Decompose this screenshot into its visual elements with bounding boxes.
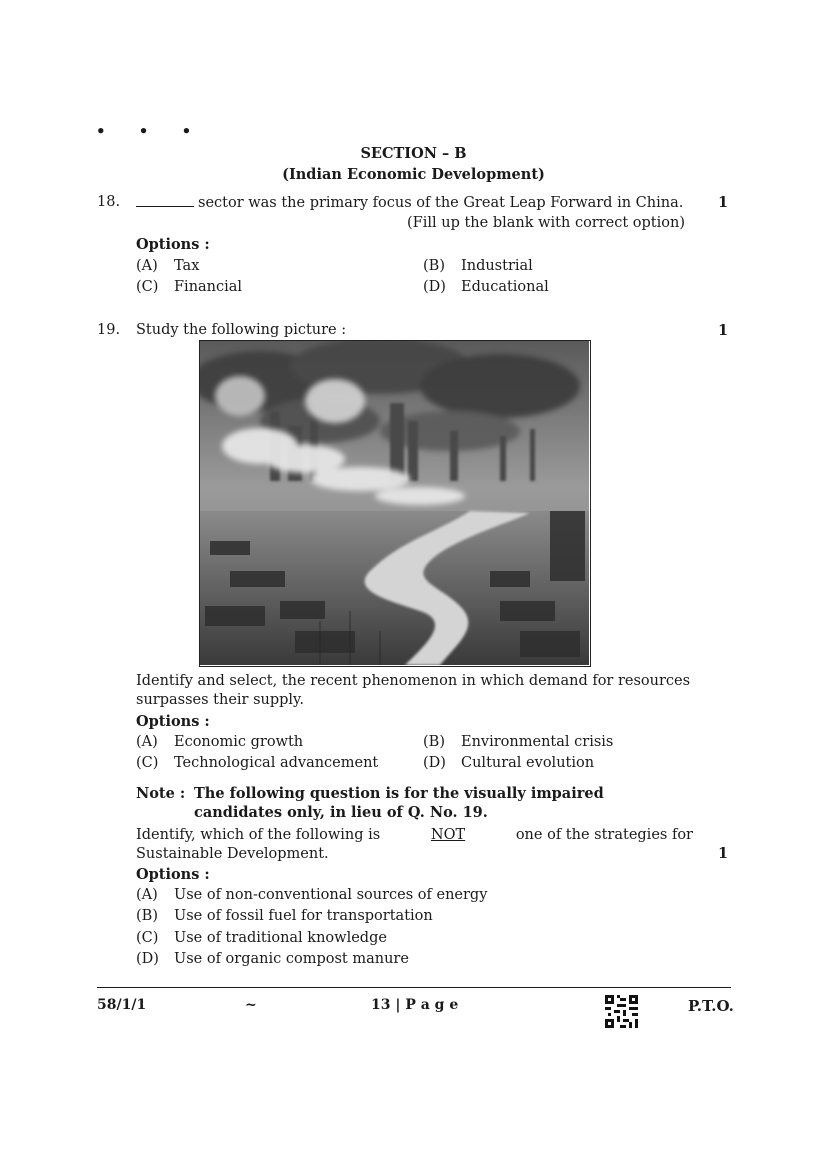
note-line-1: The following question is for the visually impaired xyxy=(194,785,604,802)
page-dots: • • • xyxy=(96,122,206,140)
question-19-prompt: Study the following picture : xyxy=(136,322,347,338)
q19-option-a xyxy=(136,734,304,750)
option-label: (C) xyxy=(136,279,159,295)
option-text: Use of non-conventional sources of energy xyxy=(174,887,488,903)
note-line-2: candidates only, in lieu of Q. No. 19. xyxy=(194,804,488,821)
footer-divider xyxy=(97,987,731,988)
option-text: Use of traditional knowledge xyxy=(174,930,387,946)
question-18-options-heading: Options : xyxy=(136,236,210,253)
question-18-marks: 1 xyxy=(718,194,729,211)
note-question-marks: 1 xyxy=(718,845,729,862)
note-option-c xyxy=(136,930,387,946)
option-text: Tax xyxy=(174,258,200,274)
pollution-city-picture xyxy=(199,340,591,667)
qr-code-icon xyxy=(605,995,638,1028)
option-label: (B) xyxy=(423,258,445,274)
q18-option-d xyxy=(423,279,549,295)
note-question-line-2: Sustainable Development. xyxy=(136,846,329,862)
note-question-emphasis: NOT xyxy=(430,827,466,843)
section-title: SECTION – B xyxy=(360,145,467,162)
question-19-number: 19. xyxy=(97,322,121,338)
option-text: Use of organic compost manure xyxy=(174,951,409,967)
option-text: Financial xyxy=(174,279,243,295)
option-text: Use of fossil fuel for transportation xyxy=(174,908,433,924)
option-label: (D) xyxy=(423,279,446,295)
fill-in-blank xyxy=(136,194,194,207)
option-label: (C) xyxy=(136,930,159,946)
question-19-marks: 1 xyxy=(718,322,729,339)
industrial-pollution-image xyxy=(200,341,589,665)
option-label: (C) xyxy=(136,755,159,771)
footer-paper-code: 58/1/1 xyxy=(97,997,147,1013)
q18-option-a xyxy=(136,258,200,274)
note-question-line-1 xyxy=(136,826,693,845)
question-18-instruction: (Fill up the blank with correct option) xyxy=(407,215,685,231)
note-label: Note : xyxy=(136,785,186,802)
question-18-number: 18. xyxy=(97,194,121,210)
q18-option-b xyxy=(423,258,533,274)
question-19-options-heading: Options : xyxy=(136,713,210,730)
option-label: (B) xyxy=(423,734,445,750)
note-question-after: one of the strategies for xyxy=(515,827,693,843)
footer-tilde: ~ xyxy=(245,997,257,1013)
question-19-line-1: Identify and select, the recent phenomenon in which demand for resources xyxy=(136,673,691,689)
option-text: Economic growth xyxy=(174,734,304,750)
note-question-before: Identify, which of the following is xyxy=(136,827,381,843)
option-label: (A) xyxy=(136,887,158,903)
option-text: Environmental crisis xyxy=(461,734,614,750)
option-text: Industrial xyxy=(461,258,533,274)
note-option-a xyxy=(136,887,488,903)
q19-option-b xyxy=(423,734,614,750)
option-text: Cultural evolution xyxy=(461,755,595,771)
option-text: Educational xyxy=(461,279,549,295)
question-18-stem: sector was the primary focus of the Great Leap Forward in China. xyxy=(198,195,684,211)
q19-option-d xyxy=(423,755,595,771)
option-text: Technological advancement xyxy=(174,755,379,771)
option-label: (D) xyxy=(136,951,159,967)
question-19-line-2: surpasses their supply. xyxy=(136,692,304,708)
q18-option-c xyxy=(136,279,243,295)
option-label: (A) xyxy=(136,734,158,750)
footer-page-number: 13 | P a g e xyxy=(371,997,459,1013)
question-18-text xyxy=(136,194,683,211)
note-question xyxy=(136,826,693,864)
section-subtitle: (Indian Economic Development) xyxy=(282,166,545,183)
note-options-heading: Options : xyxy=(136,866,210,883)
q19-option-c xyxy=(136,755,379,771)
question-19-text xyxy=(136,672,693,710)
option-label: (D) xyxy=(423,755,446,771)
footer-pto: P.T.O. xyxy=(688,997,734,1015)
option-label: (A) xyxy=(136,258,158,274)
note-option-d xyxy=(136,951,409,967)
note-option-b xyxy=(136,908,433,924)
option-label: (B) xyxy=(136,908,158,924)
